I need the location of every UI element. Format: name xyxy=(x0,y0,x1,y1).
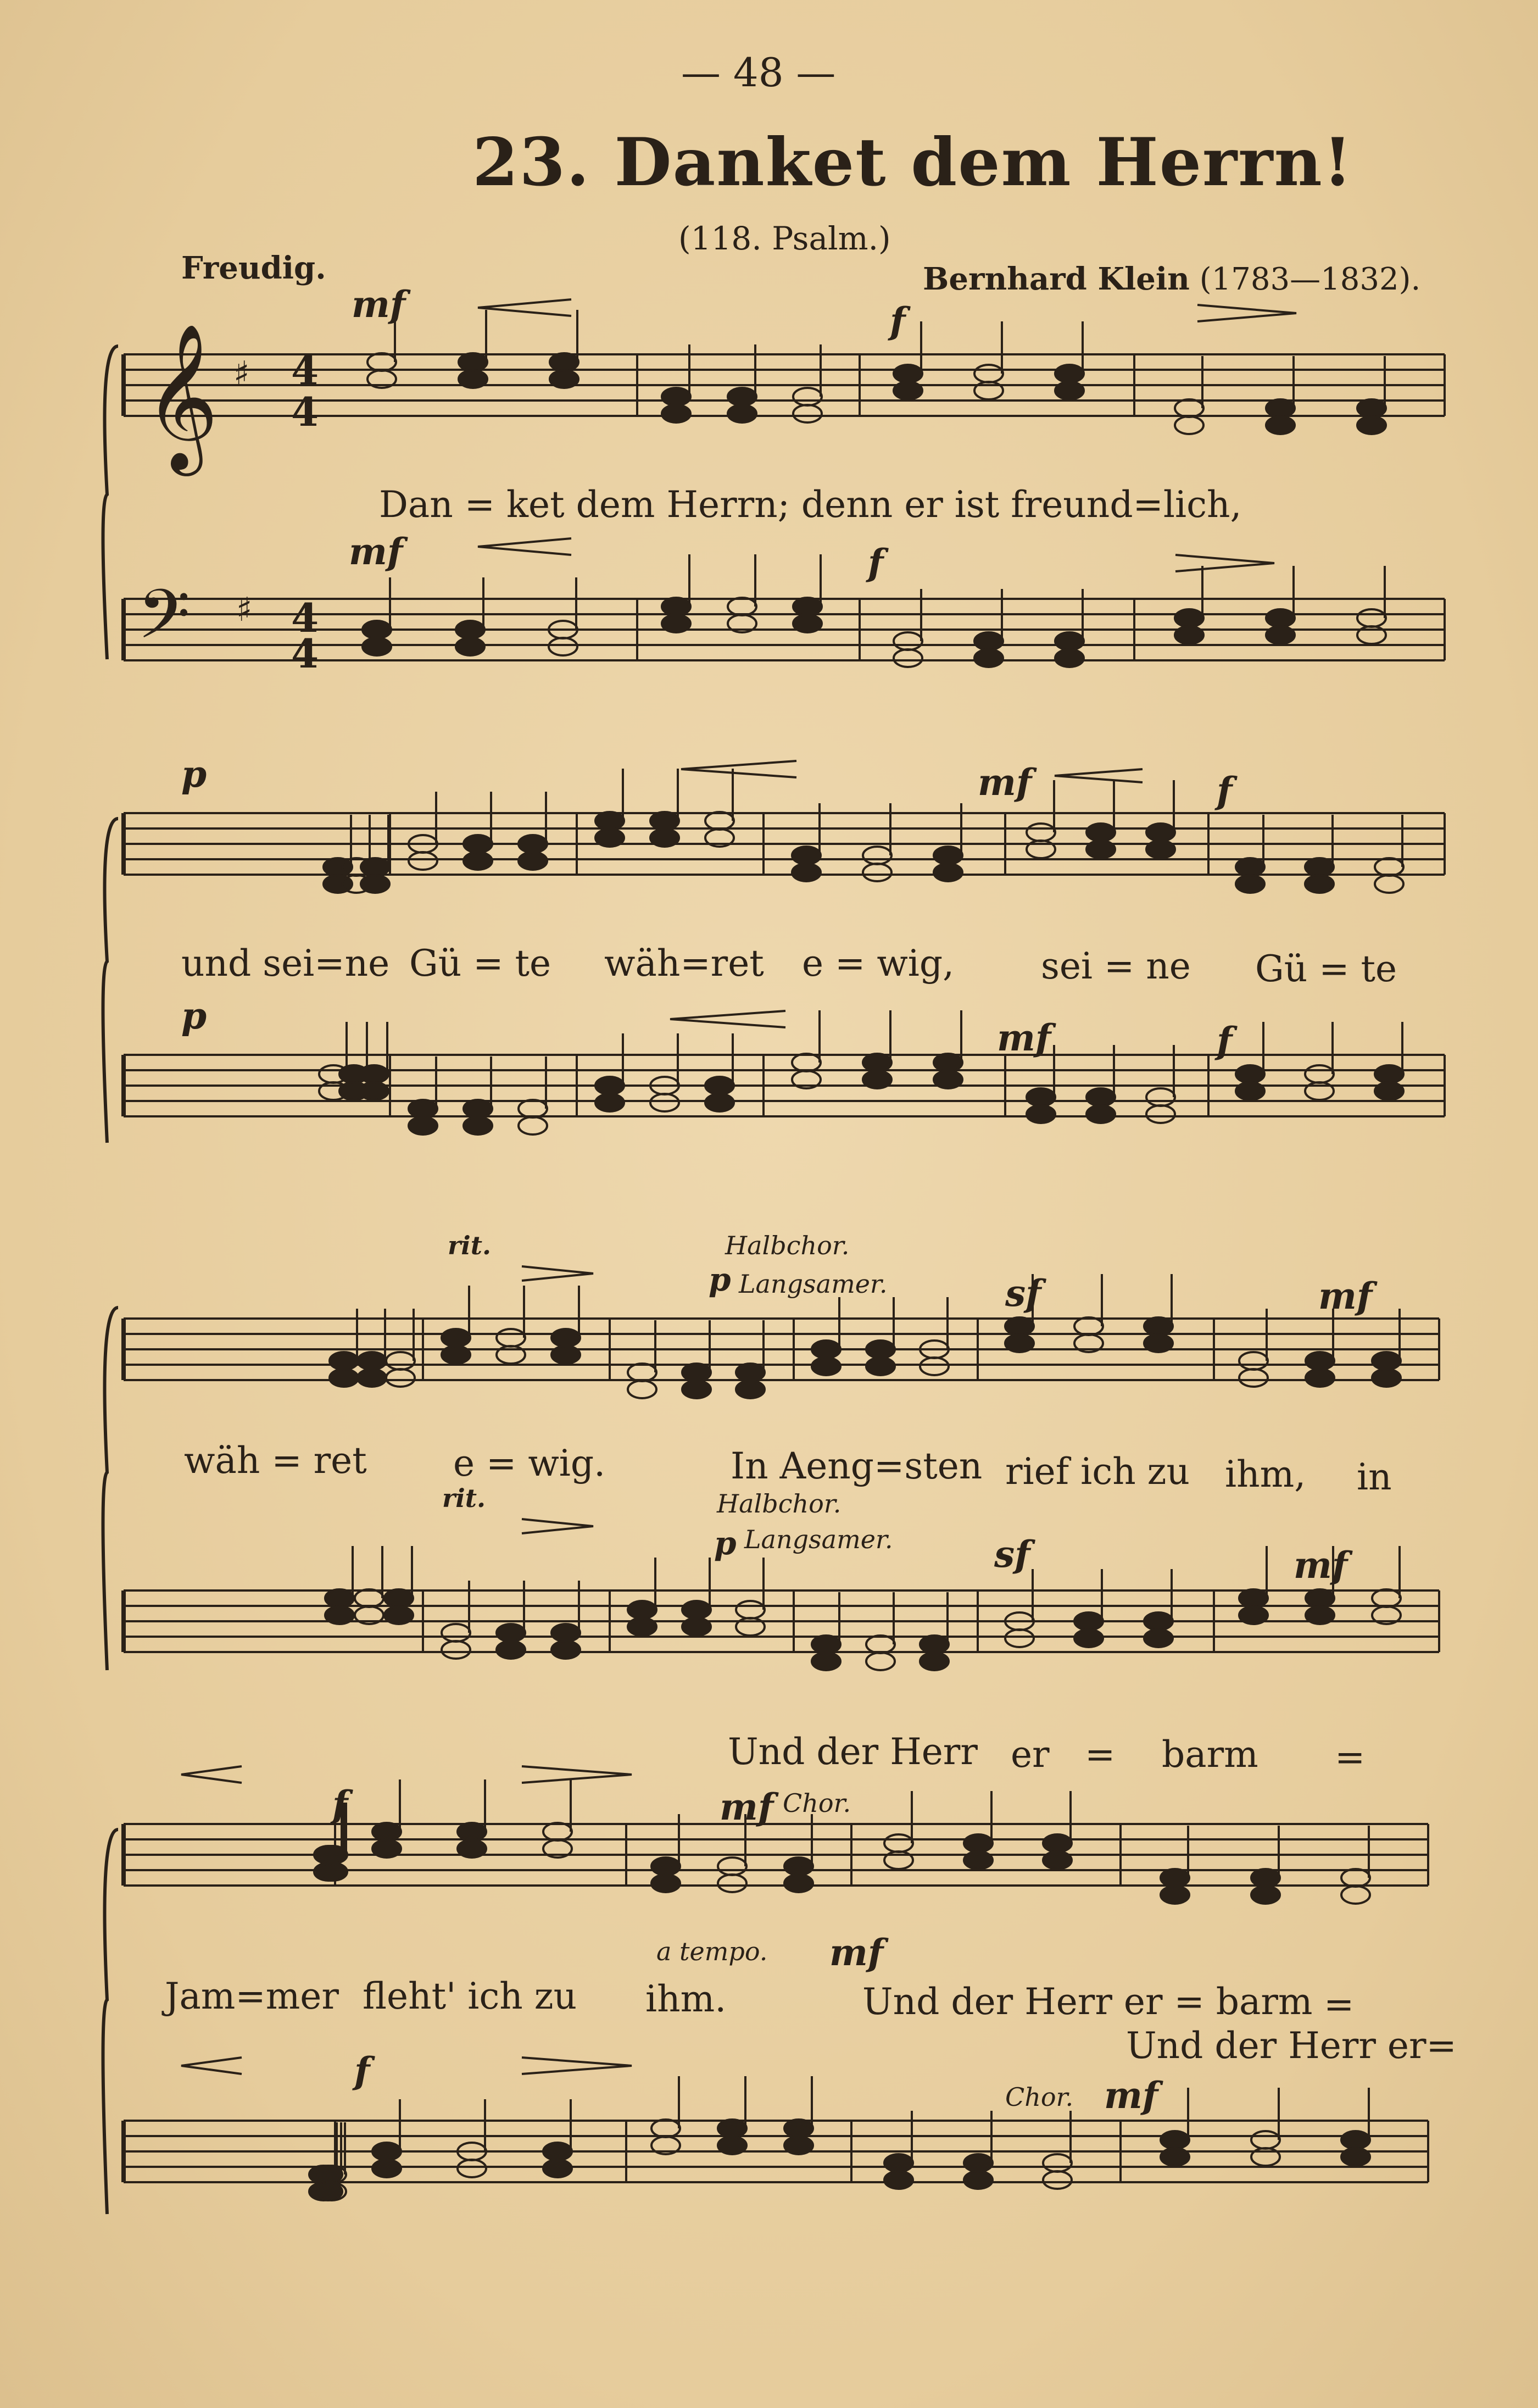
notehead xyxy=(628,1381,656,1398)
notehead xyxy=(1074,1630,1103,1647)
notehead xyxy=(793,388,822,405)
notehead xyxy=(1236,1082,1264,1100)
notehead xyxy=(372,1823,401,1840)
notehead xyxy=(728,598,756,615)
dynamic-p: p xyxy=(714,1525,737,1562)
time-sig-bottom: 4 xyxy=(291,388,319,435)
dynamic-f: f xyxy=(890,299,906,342)
notehead xyxy=(736,1381,765,1398)
notehead xyxy=(325,1589,354,1607)
notehead xyxy=(358,1352,386,1370)
dynamic-mf: mf xyxy=(720,1786,774,1828)
composer-dates: (1783—1832). xyxy=(1199,262,1421,297)
notehead xyxy=(1305,1065,1334,1083)
notehead xyxy=(543,2160,572,2177)
lyric-syllable: wäh=ret xyxy=(604,942,764,985)
notehead xyxy=(1005,1630,1034,1647)
notehead xyxy=(736,1601,765,1619)
notehead xyxy=(409,852,437,870)
notehead xyxy=(1236,858,1264,876)
notehead xyxy=(1086,824,1115,841)
notehead xyxy=(1341,1886,1370,1904)
notehead xyxy=(682,1601,711,1619)
notehead xyxy=(1251,1886,1280,1904)
notehead xyxy=(442,1329,470,1347)
notehead xyxy=(974,632,1003,650)
dynamic-mf: mf xyxy=(1294,1544,1348,1587)
notehead xyxy=(662,405,690,422)
notehead xyxy=(464,1117,492,1135)
notehead xyxy=(964,1834,993,1852)
notehead xyxy=(812,1653,840,1670)
notehead xyxy=(1074,1317,1103,1335)
lyric-syllable: = xyxy=(1085,1733,1116,1776)
crescendo-hairpin xyxy=(181,299,1143,2074)
notehead xyxy=(662,388,690,405)
notehead xyxy=(372,2143,401,2160)
notehead xyxy=(1251,1869,1280,1887)
notehead xyxy=(1236,875,1264,893)
notehead xyxy=(456,638,484,655)
dynamic-sf: sf xyxy=(1005,1272,1041,1315)
notehead xyxy=(1144,1334,1173,1352)
lyric-syllable: In Aeng=sten xyxy=(731,1445,983,1487)
notehead xyxy=(705,1077,734,1094)
notehead xyxy=(386,1369,415,1387)
notehead xyxy=(386,1352,415,1370)
notehead xyxy=(784,2137,813,2154)
notehead xyxy=(551,1641,580,1659)
notehead xyxy=(358,1369,386,1387)
notehead xyxy=(812,1341,840,1358)
lyric-syllable: fleht' ich zu xyxy=(363,1975,577,2017)
lyric-syllable: = xyxy=(1324,1983,1355,2026)
notehead xyxy=(812,1636,840,1653)
a-tempo-marking: a tempo. xyxy=(656,1937,768,1966)
lyric-syllable: barm xyxy=(1162,1733,1258,1776)
lyrics-line-1: Dan = ket dem Herrn; denn er ist freund=lich, xyxy=(379,483,1242,526)
langsamer-marking: Langsamer. xyxy=(744,1525,893,1554)
lyric-syllable: er xyxy=(1011,1733,1050,1776)
notehead xyxy=(1005,1334,1034,1352)
notehead xyxy=(549,638,577,655)
composer-name: Bernhard Klein xyxy=(923,261,1190,297)
notehead xyxy=(884,2154,913,2172)
notehead xyxy=(1175,626,1203,644)
halbchor-marking: Halbchor. xyxy=(725,1231,850,1260)
dynamic-mf: mf xyxy=(978,761,1032,804)
notehead xyxy=(1027,824,1055,841)
notehead xyxy=(1357,609,1386,627)
notehead xyxy=(551,1329,580,1347)
notehead xyxy=(551,1624,580,1642)
halbchor-marking: Halbchor. xyxy=(717,1489,842,1519)
dynamic-mf: mf xyxy=(1104,2074,1158,2117)
rit-marking: rit. xyxy=(442,1483,486,1513)
time-sig-top: 4 xyxy=(291,594,319,641)
notehead xyxy=(1146,1105,1175,1123)
lyric-syllable: Jam=mer xyxy=(165,1975,339,2017)
lyric-syllable: in xyxy=(1357,1456,1392,1498)
notehead xyxy=(894,382,922,399)
notehead xyxy=(595,1094,624,1111)
notehead xyxy=(367,353,396,371)
dynamic-mf: mf xyxy=(997,1016,1051,1059)
notehead xyxy=(682,1381,711,1398)
notehead xyxy=(1239,1589,1268,1607)
notehead xyxy=(1341,1869,1370,1887)
notehead xyxy=(1251,2131,1280,2149)
notehead xyxy=(372,2160,401,2177)
notehead xyxy=(363,638,391,655)
lyric-syllable: wäh = ret xyxy=(184,1439,367,1482)
system-brace xyxy=(103,346,119,2214)
notehead xyxy=(1043,2154,1072,2172)
notehead xyxy=(736,1364,765,1381)
notehead xyxy=(784,2120,813,2137)
notehead xyxy=(464,1100,492,1117)
notehead xyxy=(793,405,822,422)
notehead xyxy=(784,1858,813,1875)
notehead xyxy=(319,1846,347,1864)
notehead xyxy=(1005,1317,1034,1335)
notehead xyxy=(372,1840,401,1858)
sharp-icon: ♯ xyxy=(236,591,253,629)
notehead xyxy=(543,2143,572,2160)
dynamic-f: f xyxy=(1217,769,1233,812)
chor-marking: Chor. xyxy=(1005,2082,1074,2112)
notehead xyxy=(1305,875,1334,893)
notehead xyxy=(1357,399,1386,417)
notehead xyxy=(728,405,756,422)
notehead xyxy=(1043,2171,1072,2189)
notehead xyxy=(662,598,690,615)
notehead xyxy=(793,598,822,615)
notehead xyxy=(1161,2131,1189,2149)
lyric-syllable: = xyxy=(1335,1736,1366,1778)
notehead xyxy=(595,829,624,847)
notehead xyxy=(1239,1352,1268,1370)
notehead xyxy=(792,1054,821,1071)
notehead xyxy=(812,1358,840,1375)
notehead xyxy=(1266,626,1295,644)
dynamic-mf: mf xyxy=(829,1931,884,1974)
notehead xyxy=(1175,399,1203,417)
notehead xyxy=(863,847,891,864)
notehead xyxy=(361,875,389,893)
notehead xyxy=(1055,365,1084,382)
notehead xyxy=(894,649,922,667)
notehead xyxy=(458,2160,486,2177)
notehead xyxy=(1357,416,1386,434)
notehead xyxy=(866,1653,895,1670)
notehead xyxy=(361,858,389,876)
dynamic-f: f xyxy=(332,1783,348,1826)
notehead xyxy=(1074,1612,1103,1630)
notehead xyxy=(330,1352,358,1370)
notehead xyxy=(628,1618,656,1636)
dynamic-f: f xyxy=(1217,1019,1233,1062)
notehead xyxy=(792,847,821,864)
notehead xyxy=(1375,858,1403,876)
notehead xyxy=(884,1834,913,1852)
notehead xyxy=(330,1369,358,1387)
notehead xyxy=(718,2137,746,2154)
dynamic-p: p xyxy=(181,994,207,1037)
sharp-icon: ♯ xyxy=(233,354,250,393)
notehead xyxy=(866,1636,895,1653)
notehead xyxy=(705,1094,734,1111)
notehead xyxy=(325,1606,354,1624)
notehead xyxy=(784,1875,813,1892)
notehead xyxy=(1341,2131,1370,2149)
notehead xyxy=(355,1589,383,1607)
langsamer-marking: Langsamer. xyxy=(739,1269,888,1299)
dynamic-mf: mf xyxy=(352,283,406,326)
notehead xyxy=(1306,1369,1334,1387)
notehead xyxy=(595,1077,624,1094)
notehead xyxy=(519,1117,547,1135)
notehead xyxy=(866,1358,895,1375)
notehead xyxy=(650,829,679,847)
notehead xyxy=(1372,1589,1401,1607)
notehead xyxy=(1055,649,1084,667)
notehead xyxy=(442,1641,470,1659)
notehead xyxy=(1375,1082,1403,1100)
dynamic-f: f xyxy=(354,2049,370,2092)
notehead xyxy=(628,1364,656,1381)
notehead xyxy=(920,1358,949,1375)
notehead xyxy=(409,1117,437,1135)
notehead xyxy=(1027,1105,1055,1123)
notehead xyxy=(1144,1612,1173,1630)
lyric-syllable: e = wig. xyxy=(453,1442,606,1484)
notehead xyxy=(628,1601,656,1619)
time-sig-bottom: 4 xyxy=(291,630,319,677)
notehead xyxy=(1305,858,1334,876)
notehead xyxy=(1341,2148,1370,2166)
notehead xyxy=(384,1606,413,1624)
notehead xyxy=(1239,1369,1268,1387)
notehead xyxy=(464,835,492,853)
lyric-syllable: rief ich zu xyxy=(1005,1450,1190,1493)
rit-marking: rit. xyxy=(448,1231,491,1260)
notehead xyxy=(519,835,547,853)
notehead xyxy=(442,1624,470,1642)
staff xyxy=(124,1319,1439,1380)
notehead xyxy=(662,615,690,632)
lyric-syllable: e = wig, xyxy=(802,942,955,985)
notehead xyxy=(459,370,487,388)
notehead xyxy=(497,1329,525,1347)
notehead xyxy=(964,2154,993,2172)
notehead xyxy=(363,621,391,638)
notehead xyxy=(1266,609,1295,627)
lyric-syllable: Gü = te xyxy=(1255,948,1397,990)
notehead xyxy=(1372,1369,1401,1387)
lyric-syllable: Gü = te xyxy=(409,942,551,985)
notehead xyxy=(920,1636,949,1653)
notehead xyxy=(1175,416,1203,434)
notehead xyxy=(360,1065,388,1083)
treble-clef-icon: 𝄞 xyxy=(144,323,219,470)
notehead xyxy=(519,852,547,870)
notehead xyxy=(863,864,891,881)
notehead xyxy=(650,1094,679,1111)
notehead xyxy=(934,1071,962,1088)
notehead xyxy=(650,812,679,830)
notehead xyxy=(1375,875,1403,893)
notehead xyxy=(1161,1886,1189,1904)
time-sig-top: 4 xyxy=(291,347,319,394)
notehead xyxy=(934,1054,962,1071)
staff xyxy=(124,599,1445,660)
notehead xyxy=(1027,1088,1055,1106)
notehead xyxy=(651,1875,680,1892)
tempo-marking: Freudig. xyxy=(181,250,326,286)
notehead xyxy=(1086,1088,1115,1106)
lyric-syllable: sei = ne xyxy=(1041,945,1191,987)
bass-clef-icon: 𝄢 xyxy=(137,575,191,671)
notehead xyxy=(360,1082,388,1100)
notehead xyxy=(551,1346,580,1364)
notehead xyxy=(384,1589,413,1607)
decrescendo-hairpin xyxy=(522,305,1296,2074)
notehead xyxy=(458,1840,486,1858)
notehead xyxy=(550,353,578,371)
notehead xyxy=(1175,609,1203,627)
notehead xyxy=(1086,1105,1115,1123)
notehead xyxy=(1144,1317,1173,1335)
notehead xyxy=(728,388,756,405)
notehead xyxy=(1266,416,1295,434)
notehead xyxy=(519,1100,547,1117)
notehead xyxy=(866,1341,895,1358)
lyric-syllable: Und der Herr er = barm xyxy=(862,1981,1313,2023)
dynamic-f: f xyxy=(868,541,884,584)
notehead xyxy=(718,1875,746,1892)
notehead xyxy=(456,621,484,638)
notehead xyxy=(458,1823,486,1840)
notehead xyxy=(1043,1851,1072,1869)
song-title: 23. Danket dem Herrn! xyxy=(472,124,1353,201)
page-number: — 48 — xyxy=(681,49,836,96)
notehead xyxy=(1055,382,1084,399)
dynamic-p: p xyxy=(709,1261,731,1298)
notehead xyxy=(1306,1352,1334,1370)
notehead xyxy=(1144,1630,1173,1647)
notehead xyxy=(964,2171,993,2189)
notehead xyxy=(1266,399,1295,417)
notehead xyxy=(319,1863,347,1881)
notehead xyxy=(1375,1065,1403,1083)
notehead xyxy=(964,1851,993,1869)
notehead xyxy=(1236,1065,1264,1083)
notehead xyxy=(934,847,962,864)
notehead xyxy=(934,864,962,881)
lyric-syllable: Und der Herr xyxy=(728,1731,978,1773)
notehead xyxy=(682,1364,711,1381)
dynamic-mf: mf xyxy=(349,530,403,573)
notehead xyxy=(682,1618,711,1636)
notehead xyxy=(1146,1088,1175,1106)
notehead xyxy=(863,1071,891,1088)
notehead xyxy=(442,1346,470,1364)
notehead xyxy=(793,615,822,632)
notehead xyxy=(863,1054,891,1071)
notehead xyxy=(651,2120,680,2137)
notehead xyxy=(1372,1352,1401,1370)
notehead xyxy=(718,1858,746,1875)
notehead xyxy=(409,1100,437,1117)
notehead xyxy=(459,353,487,371)
notehead xyxy=(974,365,1003,382)
notehead xyxy=(894,365,922,382)
notehead xyxy=(1146,824,1175,841)
lyric-syllable: Und der Herr er= xyxy=(1126,2025,1457,2067)
notehead xyxy=(974,649,1003,667)
chor-marking: Chor. xyxy=(783,1788,851,1818)
staff xyxy=(124,354,1445,416)
notehead xyxy=(595,812,624,830)
notehead xyxy=(543,1823,572,1840)
notehead xyxy=(651,1858,680,1875)
notehead xyxy=(1306,1606,1334,1624)
dynamic-p: p xyxy=(181,753,207,796)
notehead xyxy=(464,852,492,870)
notehead xyxy=(718,2120,746,2137)
notehead xyxy=(894,632,922,650)
notehead xyxy=(497,1624,525,1642)
notehead xyxy=(1161,1869,1189,1887)
notehead xyxy=(792,864,821,881)
lyric-syllable: ihm, xyxy=(1225,1453,1306,1495)
notehead xyxy=(1086,841,1115,858)
lyric-syllable: ihm. xyxy=(645,1978,727,2020)
psalm-subtitle: (118. Psalm.) xyxy=(678,220,891,257)
notehead xyxy=(497,1641,525,1659)
notehead xyxy=(920,1653,949,1670)
lyric-syllable: und sei=ne xyxy=(181,942,390,985)
dynamic-mf: mf xyxy=(1318,1275,1373,1317)
notehead xyxy=(550,370,578,388)
dynamic-sf: sf xyxy=(994,1533,1030,1576)
notehead xyxy=(1306,1589,1334,1607)
notehead xyxy=(884,2171,913,2189)
notehead xyxy=(705,812,734,830)
notehead xyxy=(1055,632,1084,650)
notehead xyxy=(1239,1606,1268,1624)
notehead xyxy=(1146,841,1175,858)
notehead xyxy=(1161,2148,1189,2166)
notehead xyxy=(1043,1834,1072,1852)
